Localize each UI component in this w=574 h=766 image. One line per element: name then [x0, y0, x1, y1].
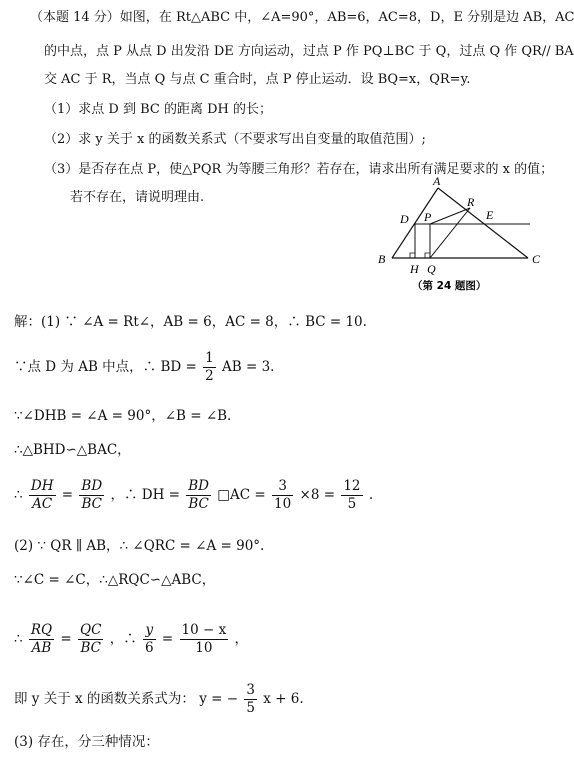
- s8-mid: ，∴: [109, 631, 137, 647]
- fraction-3-10: [272, 478, 293, 513]
- equals-sign: =: [60, 631, 72, 647]
- s5-times: ×8 =: [299, 487, 336, 503]
- fraction-num: 3: [272, 478, 293, 496]
- fraction-bd-bc: [79, 478, 104, 513]
- fraction-num: QC: [80, 622, 102, 638]
- fraction-den: BC: [80, 640, 101, 656]
- solution-line-9: [14, 682, 304, 717]
- s9-post: x + 6.: [263, 691, 304, 707]
- question-2: （2）求 y 关于 x 的函数关系式（不要求写出自变量的取值范围）;: [44, 132, 426, 147]
- s2-post: AB = 3.: [222, 359, 275, 375]
- fraction-num: 12: [343, 478, 361, 494]
- equals-sign-2: =: [161, 631, 174, 647]
- solution-line-3: ∵∠DHB = ∠A = 90°，∠B = ∠B.: [14, 408, 232, 424]
- fraction-num: RQ: [30, 622, 53, 638]
- question-3a: （3）是否存在点 P，使△PQR 为等腰三角形？若存在，请求出所有满足要求的 x 的值；: [44, 162, 554, 177]
- figure-caption: （第 24 题图）: [412, 280, 487, 292]
- label-p: P: [424, 210, 432, 224]
- fraction-den: 5: [347, 496, 357, 512]
- fraction-den: BC: [188, 496, 209, 512]
- problem-line-3: 交 AC 于 R，当点 Q 与点 C 重合时，点 P 停止运动．设 BQ=x，QR=y.: [44, 72, 471, 87]
- s8-end: ，: [234, 631, 249, 647]
- side-ac: [438, 188, 528, 258]
- fraction-den: AC: [32, 496, 53, 512]
- fraction-y-6: [143, 622, 156, 657]
- solution-line-1: 解：(1) ∵ ∠A = Rt∠，AB = 6，AC = 8，∴ BC = 10.: [14, 314, 367, 330]
- label-q: Q: [427, 262, 436, 276]
- question-1: （1）求点 D 到 BC 的距离 DH 的长；: [44, 102, 272, 117]
- s5-ac: □AC =: [217, 487, 266, 503]
- fraction-den: 5: [246, 700, 255, 716]
- equals-sign: =: [61, 487, 74, 503]
- fraction-num: DH: [30, 478, 54, 494]
- label-d: D: [400, 212, 409, 226]
- fraction-num: y: [143, 622, 156, 640]
- label-a: A: [433, 176, 441, 188]
- label-b: B: [378, 252, 386, 266]
- right-angle-q: [425, 253, 430, 258]
- label-c: C: [532, 252, 541, 266]
- solution-line-10: (3) 存在，分三种情况：: [14, 734, 159, 750]
- fraction-rq-ab: [29, 622, 54, 657]
- s2-pre: ∵点 D 为 AB 中点，∴ BD =: [14, 359, 197, 375]
- label-r: R: [467, 195, 475, 209]
- solution-line-4: ∴△BHD∽△BAC，: [14, 442, 131, 458]
- fraction-dh-ac: [29, 478, 56, 513]
- fraction-qc-bc: [78, 622, 103, 657]
- right-angle-h: [410, 253, 415, 258]
- geometry-figure: [368, 176, 568, 294]
- fraction-num: 1: [205, 350, 214, 366]
- question-3b: 若不存在，请说明理由.: [70, 190, 205, 205]
- s5-end: .: [368, 487, 374, 503]
- solution-line-7: ∵∠C = ∠C，∴△RQC∽△ABC，: [14, 572, 216, 588]
- fraction-num: BD: [81, 478, 103, 494]
- fraction-3-5: [244, 682, 257, 717]
- fraction-den: 10: [195, 640, 213, 656]
- s9-pre: 即 y 关于 x 的函数关系式为： y = −: [14, 691, 239, 707]
- fraction-den: 2: [205, 368, 214, 384]
- fraction-den: 6: [145, 640, 154, 656]
- solution-line-6: (2) ∵ QR ∥ AB，∴ ∠QRC = ∠A = 90°.: [14, 538, 265, 554]
- fraction-num: BD: [188, 478, 209, 494]
- therefore-sign: ∴: [14, 631, 23, 647]
- s5-mid: ，∴ DH =: [110, 487, 180, 503]
- solution-line-8: [14, 622, 248, 657]
- label-h: H: [410, 262, 419, 276]
- problem-line-1: （本题 14 分）如图，在 Rt△ABC 中，∠A=90°，AB=6，AC=8，D，E 分别是边 AB，AC: [30, 10, 574, 25]
- fraction-den: AB: [31, 640, 52, 656]
- therefore-sign: ∴: [14, 487, 23, 503]
- fraction-num: 10 − x: [181, 622, 227, 638]
- fraction-den: BC: [81, 496, 103, 512]
- fraction-10-x: [180, 622, 229, 657]
- fraction-half: [203, 350, 216, 385]
- fraction-num: 3: [246, 682, 255, 698]
- label-e: E: [486, 208, 494, 222]
- fraction-bd-bc-2: [186, 478, 211, 513]
- solution-line-2: [14, 350, 274, 385]
- fraction-12-5: [341, 478, 362, 513]
- fraction-den: 10: [274, 496, 292, 512]
- problem-line-2: 的中点，点 P 从点 D 出发沿 DE 方向运动，过点 P 作 PQ⊥BC 于 Q，过点 Q 作 QR// BA: [44, 44, 574, 59]
- solution-line-5: [14, 478, 373, 513]
